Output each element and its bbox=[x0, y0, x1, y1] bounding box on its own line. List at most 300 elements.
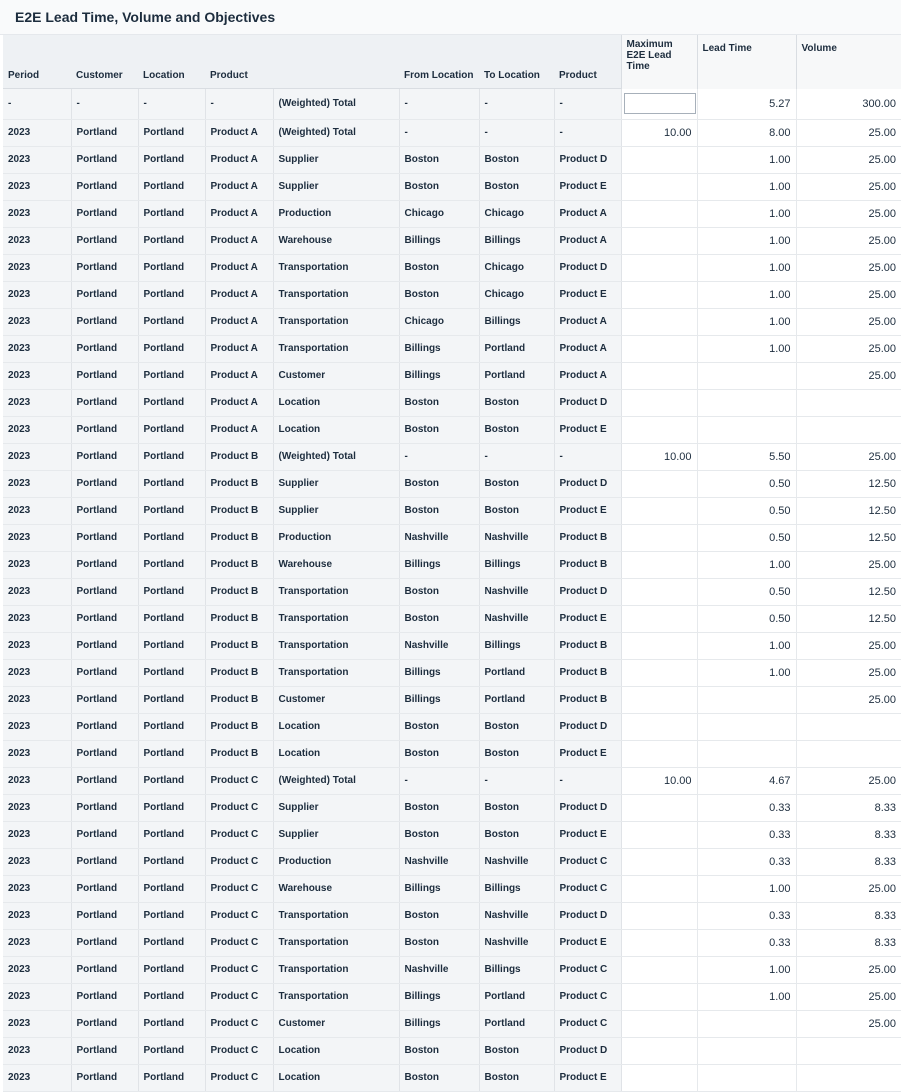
cell-lead-time[interactable]: 1.00 bbox=[697, 200, 796, 227]
cell-to-location: Nashville bbox=[479, 605, 554, 632]
cell-max-e2e[interactable]: 10.00 bbox=[621, 767, 697, 794]
cell-node: (Weighted) Total bbox=[273, 767, 399, 794]
cell-volume[interactable]: 25.00 bbox=[796, 362, 901, 389]
cell-volume[interactable]: 25.00 bbox=[796, 119, 901, 146]
cell-lead-time[interactable]: 4.67 bbox=[697, 767, 796, 794]
cell-to-location: Billings bbox=[479, 227, 554, 254]
cell-period: 2023 bbox=[3, 551, 71, 578]
max-e2e-input[interactable] bbox=[624, 93, 696, 114]
cell-customer: Portland bbox=[71, 956, 138, 983]
cell-lead-time[interactable] bbox=[697, 389, 796, 416]
cell-from-location: Billings bbox=[399, 1010, 479, 1037]
cell-location: Portland bbox=[138, 416, 205, 443]
cell-product-2: Product A bbox=[554, 227, 621, 254]
cell-volume[interactable]: 25.00 bbox=[796, 335, 901, 362]
cell-lead-time[interactable]: 1.00 bbox=[697, 146, 796, 173]
cell-customer: Portland bbox=[71, 308, 138, 335]
table-row bbox=[3, 254, 901, 281]
cell-volume[interactable]: 25.00 bbox=[796, 875, 901, 902]
cell-location: Portland bbox=[138, 983, 205, 1010]
cell-customer: Portland bbox=[71, 1037, 138, 1064]
cell-lead-time[interactable]: 1.00 bbox=[697, 632, 796, 659]
cell-max-e2e[interactable] bbox=[621, 578, 697, 605]
cell-to-location: Boston bbox=[479, 794, 554, 821]
col-header-location[interactable]: Location bbox=[138, 62, 205, 89]
cell-to-location: Portland bbox=[479, 335, 554, 362]
cell-location: Portland bbox=[138, 281, 205, 308]
cell-max-e2e[interactable] bbox=[621, 983, 697, 1010]
cell-max-e2e[interactable] bbox=[621, 605, 697, 632]
cell-product-2: Product D bbox=[554, 1037, 621, 1064]
cell-lead-time[interactable]: 0.33 bbox=[697, 929, 796, 956]
cell-max-e2e[interactable] bbox=[621, 200, 697, 227]
cell-product-2: Product A bbox=[554, 308, 621, 335]
cell-customer: Portland bbox=[71, 335, 138, 362]
cell-product-2: Product D bbox=[554, 713, 621, 740]
cell-location: Portland bbox=[138, 686, 205, 713]
cell-volume[interactable]: 8.33 bbox=[796, 821, 901, 848]
cell-from-location: Boston bbox=[399, 713, 479, 740]
cell-from-location: - bbox=[399, 89, 479, 120]
cell-volume[interactable]: 25.00 bbox=[796, 281, 901, 308]
cell-lead-time[interactable]: 1.00 bbox=[697, 875, 796, 902]
cell-to-location: Boston bbox=[479, 1064, 554, 1091]
cell-lead-time[interactable]: 0.50 bbox=[697, 470, 796, 497]
cell-product-2: Product E bbox=[554, 416, 621, 443]
cell-location: Portland bbox=[138, 443, 205, 470]
cell-lead-time[interactable] bbox=[697, 362, 796, 389]
cell-volume[interactable]: 25.00 bbox=[796, 983, 901, 1010]
cell-customer: Portland bbox=[71, 362, 138, 389]
cell-volume[interactable]: 12.50 bbox=[796, 524, 901, 551]
cell-max-e2e[interactable]: 10.00 bbox=[621, 119, 697, 146]
cell-max-e2e[interactable] bbox=[621, 227, 697, 254]
cell-lead-time[interactable] bbox=[697, 1037, 796, 1064]
cell-to-location: Nashville bbox=[479, 848, 554, 875]
cell-max-e2e[interactable] bbox=[621, 794, 697, 821]
cell-volume[interactable]: 12.50 bbox=[796, 605, 901, 632]
cell-lead-time[interactable]: 1.00 bbox=[697, 335, 796, 362]
cell-max-e2e[interactable] bbox=[621, 1037, 697, 1064]
cell-max-e2e[interactable] bbox=[621, 362, 697, 389]
cell-volume[interactable]: 25.00 bbox=[796, 632, 901, 659]
cell-customer: Portland bbox=[71, 254, 138, 281]
cell-location: - bbox=[138, 89, 205, 120]
cell-from-location: Boston bbox=[399, 821, 479, 848]
cell-lead-time[interactable]: 1.00 bbox=[697, 308, 796, 335]
cell-lead-time[interactable]: 0.33 bbox=[697, 848, 796, 875]
cell-lead-time[interactable]: 0.33 bbox=[697, 821, 796, 848]
cell-lead-time[interactable]: 1.00 bbox=[697, 983, 796, 1010]
cell-max-e2e[interactable] bbox=[621, 389, 697, 416]
cell-max-e2e[interactable] bbox=[621, 821, 697, 848]
cell-volume[interactable]: 25.00 bbox=[796, 254, 901, 281]
cell-period: 2023 bbox=[3, 119, 71, 146]
cell-lead-time[interactable]: 1.00 bbox=[697, 956, 796, 983]
cell-lead-time[interactable] bbox=[697, 1064, 796, 1091]
cell-customer: Portland bbox=[71, 740, 138, 767]
cell-to-location: Portland bbox=[479, 1010, 554, 1037]
cell-max-e2e[interactable]: 10.00 bbox=[621, 443, 697, 470]
cell-customer: Portland bbox=[71, 929, 138, 956]
cell-product: Product A bbox=[205, 254, 273, 281]
cell-lead-time[interactable] bbox=[697, 740, 796, 767]
cell-period: 2023 bbox=[3, 470, 71, 497]
cell-max-e2e[interactable] bbox=[621, 551, 697, 578]
cell-customer: Portland bbox=[71, 389, 138, 416]
cell-to-location: Nashville bbox=[479, 929, 554, 956]
cell-max-e2e[interactable] bbox=[621, 308, 697, 335]
cell-product: Product B bbox=[205, 659, 273, 686]
cell-product: Product B bbox=[205, 551, 273, 578]
cell-volume[interactable]: 25.00 bbox=[796, 227, 901, 254]
cell-lead-time[interactable]: 1.00 bbox=[697, 551, 796, 578]
table-row bbox=[3, 200, 901, 227]
cell-max-e2e[interactable] bbox=[621, 659, 697, 686]
cell-lead-time[interactable] bbox=[697, 416, 796, 443]
cell-customer: - bbox=[71, 89, 138, 120]
cell-period: 2023 bbox=[3, 956, 71, 983]
cell-product-2: Product A bbox=[554, 200, 621, 227]
cell-max-e2e[interactable] bbox=[621, 281, 697, 308]
cell-node: Location bbox=[273, 389, 399, 416]
cell-node: Warehouse bbox=[273, 551, 399, 578]
cell-period: 2023 bbox=[3, 578, 71, 605]
cell-max-e2e[interactable] bbox=[621, 632, 697, 659]
col-header-customer[interactable]: Customer bbox=[71, 62, 138, 89]
cell-node: Customer bbox=[273, 1010, 399, 1037]
cell-product-2: Product B bbox=[554, 551, 621, 578]
cell-max-e2e[interactable] bbox=[621, 146, 697, 173]
cell-product-2: Product A bbox=[554, 362, 621, 389]
table-row bbox=[3, 659, 901, 686]
cell-lead-time[interactable]: 0.50 bbox=[697, 578, 796, 605]
cell-to-location: Chicago bbox=[479, 254, 554, 281]
table-row bbox=[3, 227, 901, 254]
cell-node: Location bbox=[273, 416, 399, 443]
cell-node: Supplier bbox=[273, 146, 399, 173]
cell-max-e2e[interactable] bbox=[621, 89, 697, 120]
table-row bbox=[3, 875, 901, 902]
cell-location: Portland bbox=[138, 497, 205, 524]
cell-volume[interactable]: 25.00 bbox=[796, 1010, 901, 1037]
cell-product: Product C bbox=[205, 1037, 273, 1064]
cell-volume[interactable]: 12.50 bbox=[796, 470, 901, 497]
cell-to-location: Portland bbox=[479, 659, 554, 686]
cell-max-e2e[interactable] bbox=[621, 1010, 697, 1037]
cell-to-location: Billings bbox=[479, 875, 554, 902]
cell-location: Portland bbox=[138, 227, 205, 254]
cell-product: Product A bbox=[205, 146, 273, 173]
cell-location: Portland bbox=[138, 794, 205, 821]
lead-time-table bbox=[3, 35, 901, 1092]
cell-customer: Portland bbox=[71, 632, 138, 659]
cell-period: 2023 bbox=[3, 1010, 71, 1037]
cell-from-location: - bbox=[399, 119, 479, 146]
cell-volume[interactable]: 25.00 bbox=[796, 659, 901, 686]
cell-volume[interactable]: 300.00 bbox=[796, 89, 901, 120]
cell-location: Portland bbox=[138, 119, 205, 146]
cell-to-location: Boston bbox=[479, 740, 554, 767]
cell-period: 2023 bbox=[3, 740, 71, 767]
cell-product: Product A bbox=[205, 335, 273, 362]
cell-location: Portland bbox=[138, 308, 205, 335]
cell-max-e2e[interactable] bbox=[621, 470, 697, 497]
cell-period: 2023 bbox=[3, 362, 71, 389]
cell-customer: Portland bbox=[71, 524, 138, 551]
cell-location: Portland bbox=[138, 1037, 205, 1064]
table-row bbox=[3, 1010, 901, 1037]
cell-period: 2023 bbox=[3, 875, 71, 902]
table-row bbox=[3, 551, 901, 578]
cell-product: Product B bbox=[205, 632, 273, 659]
cell-location: Portland bbox=[138, 200, 205, 227]
cell-customer: Portland bbox=[71, 119, 138, 146]
cell-lead-time[interactable]: 0.33 bbox=[697, 794, 796, 821]
cell-volume[interactable]: 25.00 bbox=[796, 767, 901, 794]
cell-product: Product A bbox=[205, 362, 273, 389]
cell-location: Portland bbox=[138, 146, 205, 173]
cell-volume[interactable]: 25.00 bbox=[796, 686, 901, 713]
cell-lead-time[interactable] bbox=[697, 686, 796, 713]
cell-volume[interactable]: 8.33 bbox=[796, 929, 901, 956]
cell-product: Product B bbox=[205, 686, 273, 713]
cell-to-location: Boston bbox=[479, 470, 554, 497]
cell-period: 2023 bbox=[3, 659, 71, 686]
cell-product-2: Product B bbox=[554, 686, 621, 713]
cell-customer: Portland bbox=[71, 902, 138, 929]
cell-volume[interactable]: 25.00 bbox=[796, 956, 901, 983]
cell-to-location: Billings bbox=[479, 956, 554, 983]
cell-from-location: Billings bbox=[399, 227, 479, 254]
col-header-from-location[interactable]: From Location bbox=[399, 62, 479, 89]
cell-product-2: - bbox=[554, 443, 621, 470]
cell-product: - bbox=[205, 89, 273, 120]
cell-max-e2e[interactable] bbox=[621, 902, 697, 929]
cell-max-e2e[interactable] bbox=[621, 929, 697, 956]
cell-period: 2023 bbox=[3, 1037, 71, 1064]
cell-volume[interactable]: 25.00 bbox=[796, 443, 901, 470]
table-row bbox=[3, 848, 901, 875]
cell-location: Portland bbox=[138, 335, 205, 362]
cell-product-2: Product C bbox=[554, 1010, 621, 1037]
cell-to-location: - bbox=[479, 767, 554, 794]
cell-product-2: - bbox=[554, 119, 621, 146]
cell-max-e2e[interactable] bbox=[621, 524, 697, 551]
cell-customer: Portland bbox=[71, 983, 138, 1010]
cell-node: Transportation bbox=[273, 605, 399, 632]
cell-lead-time[interactable]: 8.00 bbox=[697, 119, 796, 146]
cell-product-2: - bbox=[554, 767, 621, 794]
cell-location: Portland bbox=[138, 551, 205, 578]
cell-volume[interactable] bbox=[796, 1037, 901, 1064]
cell-from-location: Boston bbox=[399, 794, 479, 821]
widget-title: E2E Lead Time, Volume and Objectives bbox=[15, 9, 276, 25]
cell-node: Warehouse bbox=[273, 875, 399, 902]
cell-product: Product C bbox=[205, 902, 273, 929]
cell-product: Product C bbox=[205, 929, 273, 956]
cell-lead-time[interactable]: 0.50 bbox=[697, 524, 796, 551]
cell-lead-time[interactable]: 1.00 bbox=[697, 254, 796, 281]
cell-max-e2e[interactable] bbox=[621, 173, 697, 200]
table-row bbox=[3, 686, 901, 713]
col-header-product-2[interactable]: Product bbox=[554, 62, 621, 89]
cell-max-e2e[interactable] bbox=[621, 875, 697, 902]
cell-max-e2e[interactable] bbox=[621, 956, 697, 983]
cell-lead-time[interactable]: 0.50 bbox=[697, 605, 796, 632]
cell-from-location: Nashville bbox=[399, 956, 479, 983]
cell-customer: Portland bbox=[71, 281, 138, 308]
cell-volume[interactable] bbox=[796, 713, 901, 740]
col-header-period[interactable]: Period bbox=[3, 62, 71, 89]
cell-period: 2023 bbox=[3, 173, 71, 200]
cell-product: Product A bbox=[205, 389, 273, 416]
cell-volume[interactable]: 25.00 bbox=[796, 308, 901, 335]
cell-to-location: Boston bbox=[479, 416, 554, 443]
cell-from-location: Boston bbox=[399, 416, 479, 443]
cell-max-e2e[interactable] bbox=[621, 848, 697, 875]
cell-period: 2023 bbox=[3, 524, 71, 551]
cell-location: Portland bbox=[138, 578, 205, 605]
cell-node: Supplier bbox=[273, 497, 399, 524]
cell-product: Product A bbox=[205, 200, 273, 227]
cell-product: Product B bbox=[205, 497, 273, 524]
cell-period: 2023 bbox=[3, 416, 71, 443]
cell-volume[interactable]: 8.33 bbox=[796, 794, 901, 821]
cell-lead-time[interactable]: 1.00 bbox=[697, 659, 796, 686]
col-header-node[interactable] bbox=[273, 62, 399, 89]
cell-volume[interactable]: 25.00 bbox=[796, 146, 901, 173]
cell-product-2: Product D bbox=[554, 389, 621, 416]
table-row bbox=[3, 146, 901, 173]
cell-location: Portland bbox=[138, 875, 205, 902]
cell-customer: Portland bbox=[71, 173, 138, 200]
cell-volume[interactable]: 12.50 bbox=[796, 578, 901, 605]
table-row bbox=[3, 983, 901, 1010]
cell-customer: Portland bbox=[71, 443, 138, 470]
cell-max-e2e[interactable] bbox=[621, 1064, 697, 1091]
cell-period: 2023 bbox=[3, 686, 71, 713]
cell-volume[interactable]: 8.33 bbox=[796, 902, 901, 929]
cell-product: Product B bbox=[205, 740, 273, 767]
cell-to-location: Boston bbox=[479, 173, 554, 200]
cell-lead-time[interactable]: 1.00 bbox=[697, 281, 796, 308]
cell-from-location: Boston bbox=[399, 254, 479, 281]
cell-max-e2e[interactable] bbox=[621, 254, 697, 281]
cell-lead-time[interactable] bbox=[697, 1010, 796, 1037]
cell-from-location: Boston bbox=[399, 146, 479, 173]
cell-max-e2e[interactable] bbox=[621, 713, 697, 740]
cell-volume[interactable]: 25.00 bbox=[796, 200, 901, 227]
cell-location: Portland bbox=[138, 254, 205, 281]
cell-product-2: Product D bbox=[554, 254, 621, 281]
cell-lead-time[interactable]: 1.00 bbox=[697, 227, 796, 254]
cell-max-e2e[interactable] bbox=[621, 686, 697, 713]
cell-max-e2e[interactable] bbox=[621, 497, 697, 524]
cell-node: Transportation bbox=[273, 281, 399, 308]
cell-node: Customer bbox=[273, 362, 399, 389]
cell-to-location: Boston bbox=[479, 146, 554, 173]
cell-to-location: Chicago bbox=[479, 200, 554, 227]
cell-from-location: Boston bbox=[399, 389, 479, 416]
cell-volume[interactable]: 12.50 bbox=[796, 497, 901, 524]
cell-to-location: - bbox=[479, 443, 554, 470]
cell-product: Product A bbox=[205, 281, 273, 308]
cell-lead-time[interactable]: 0.33 bbox=[697, 902, 796, 929]
cell-node: (Weighted) Total bbox=[273, 443, 399, 470]
cell-product-2: Product C bbox=[554, 848, 621, 875]
col-header-product[interactable]: Product bbox=[205, 62, 273, 89]
cell-location: Portland bbox=[138, 1010, 205, 1037]
cell-location: Portland bbox=[138, 767, 205, 794]
cell-volume[interactable]: 25.00 bbox=[796, 551, 901, 578]
cell-to-location: - bbox=[479, 119, 554, 146]
cell-period: 2023 bbox=[3, 308, 71, 335]
col-header-lead-time[interactable]: Lead Time bbox=[697, 35, 796, 89]
cell-lead-time[interactable]: 5.50 bbox=[697, 443, 796, 470]
cell-node: Transportation bbox=[273, 659, 399, 686]
cell-max-e2e[interactable] bbox=[621, 335, 697, 362]
cell-volume[interactable] bbox=[796, 389, 901, 416]
cell-product-2: Product A bbox=[554, 335, 621, 362]
cell-volume[interactable] bbox=[796, 740, 901, 767]
cell-max-e2e[interactable] bbox=[621, 416, 697, 443]
cell-node: Transportation bbox=[273, 308, 399, 335]
cell-product-2: Product E bbox=[554, 1064, 621, 1091]
cell-from-location: Nashville bbox=[399, 524, 479, 551]
table-row bbox=[3, 1064, 901, 1091]
cell-location: Portland bbox=[138, 470, 205, 497]
cell-node: Transportation bbox=[273, 578, 399, 605]
cell-period: 2023 bbox=[3, 335, 71, 362]
cell-lead-time[interactable] bbox=[697, 713, 796, 740]
cell-lead-time[interactable]: 1.00 bbox=[697, 173, 796, 200]
cell-from-location: Billings bbox=[399, 659, 479, 686]
cell-product: Product B bbox=[205, 524, 273, 551]
cell-location: Portland bbox=[138, 713, 205, 740]
table-row bbox=[3, 524, 901, 551]
cell-customer: Portland bbox=[71, 605, 138, 632]
col-header-to-location[interactable]: To Location bbox=[479, 62, 554, 89]
table-row bbox=[3, 794, 901, 821]
cell-volume[interactable] bbox=[796, 1064, 901, 1091]
cell-product: Product C bbox=[205, 875, 273, 902]
col-header-max-e2e[interactable]: Maximum E2E Lead Time bbox=[621, 35, 697, 89]
cell-product-2: Product D bbox=[554, 578, 621, 605]
cell-node: Location bbox=[273, 1037, 399, 1064]
cell-location: Portland bbox=[138, 848, 205, 875]
cell-volume[interactable]: 25.00 bbox=[796, 173, 901, 200]
cell-node: Location bbox=[273, 1064, 399, 1091]
cell-lead-time[interactable]: 0.50 bbox=[697, 497, 796, 524]
cell-product-2: Product C bbox=[554, 875, 621, 902]
cell-volume[interactable]: 8.33 bbox=[796, 848, 901, 875]
cell-product-2: Product D bbox=[554, 794, 621, 821]
cell-location: Portland bbox=[138, 632, 205, 659]
cell-product-2: Product E bbox=[554, 497, 621, 524]
cell-customer: Portland bbox=[71, 1064, 138, 1091]
cell-lead-time[interactable]: 5.27 bbox=[697, 89, 796, 120]
cell-period: 2023 bbox=[3, 281, 71, 308]
cell-volume[interactable] bbox=[796, 416, 901, 443]
cell-node: Supplier bbox=[273, 821, 399, 848]
cell-node: Location bbox=[273, 713, 399, 740]
cell-max-e2e[interactable] bbox=[621, 740, 697, 767]
cell-location: Portland bbox=[138, 740, 205, 767]
cell-from-location: Boston bbox=[399, 929, 479, 956]
col-header-volume[interactable]: Volume bbox=[796, 35, 901, 89]
cell-product-2: Product D bbox=[554, 470, 621, 497]
